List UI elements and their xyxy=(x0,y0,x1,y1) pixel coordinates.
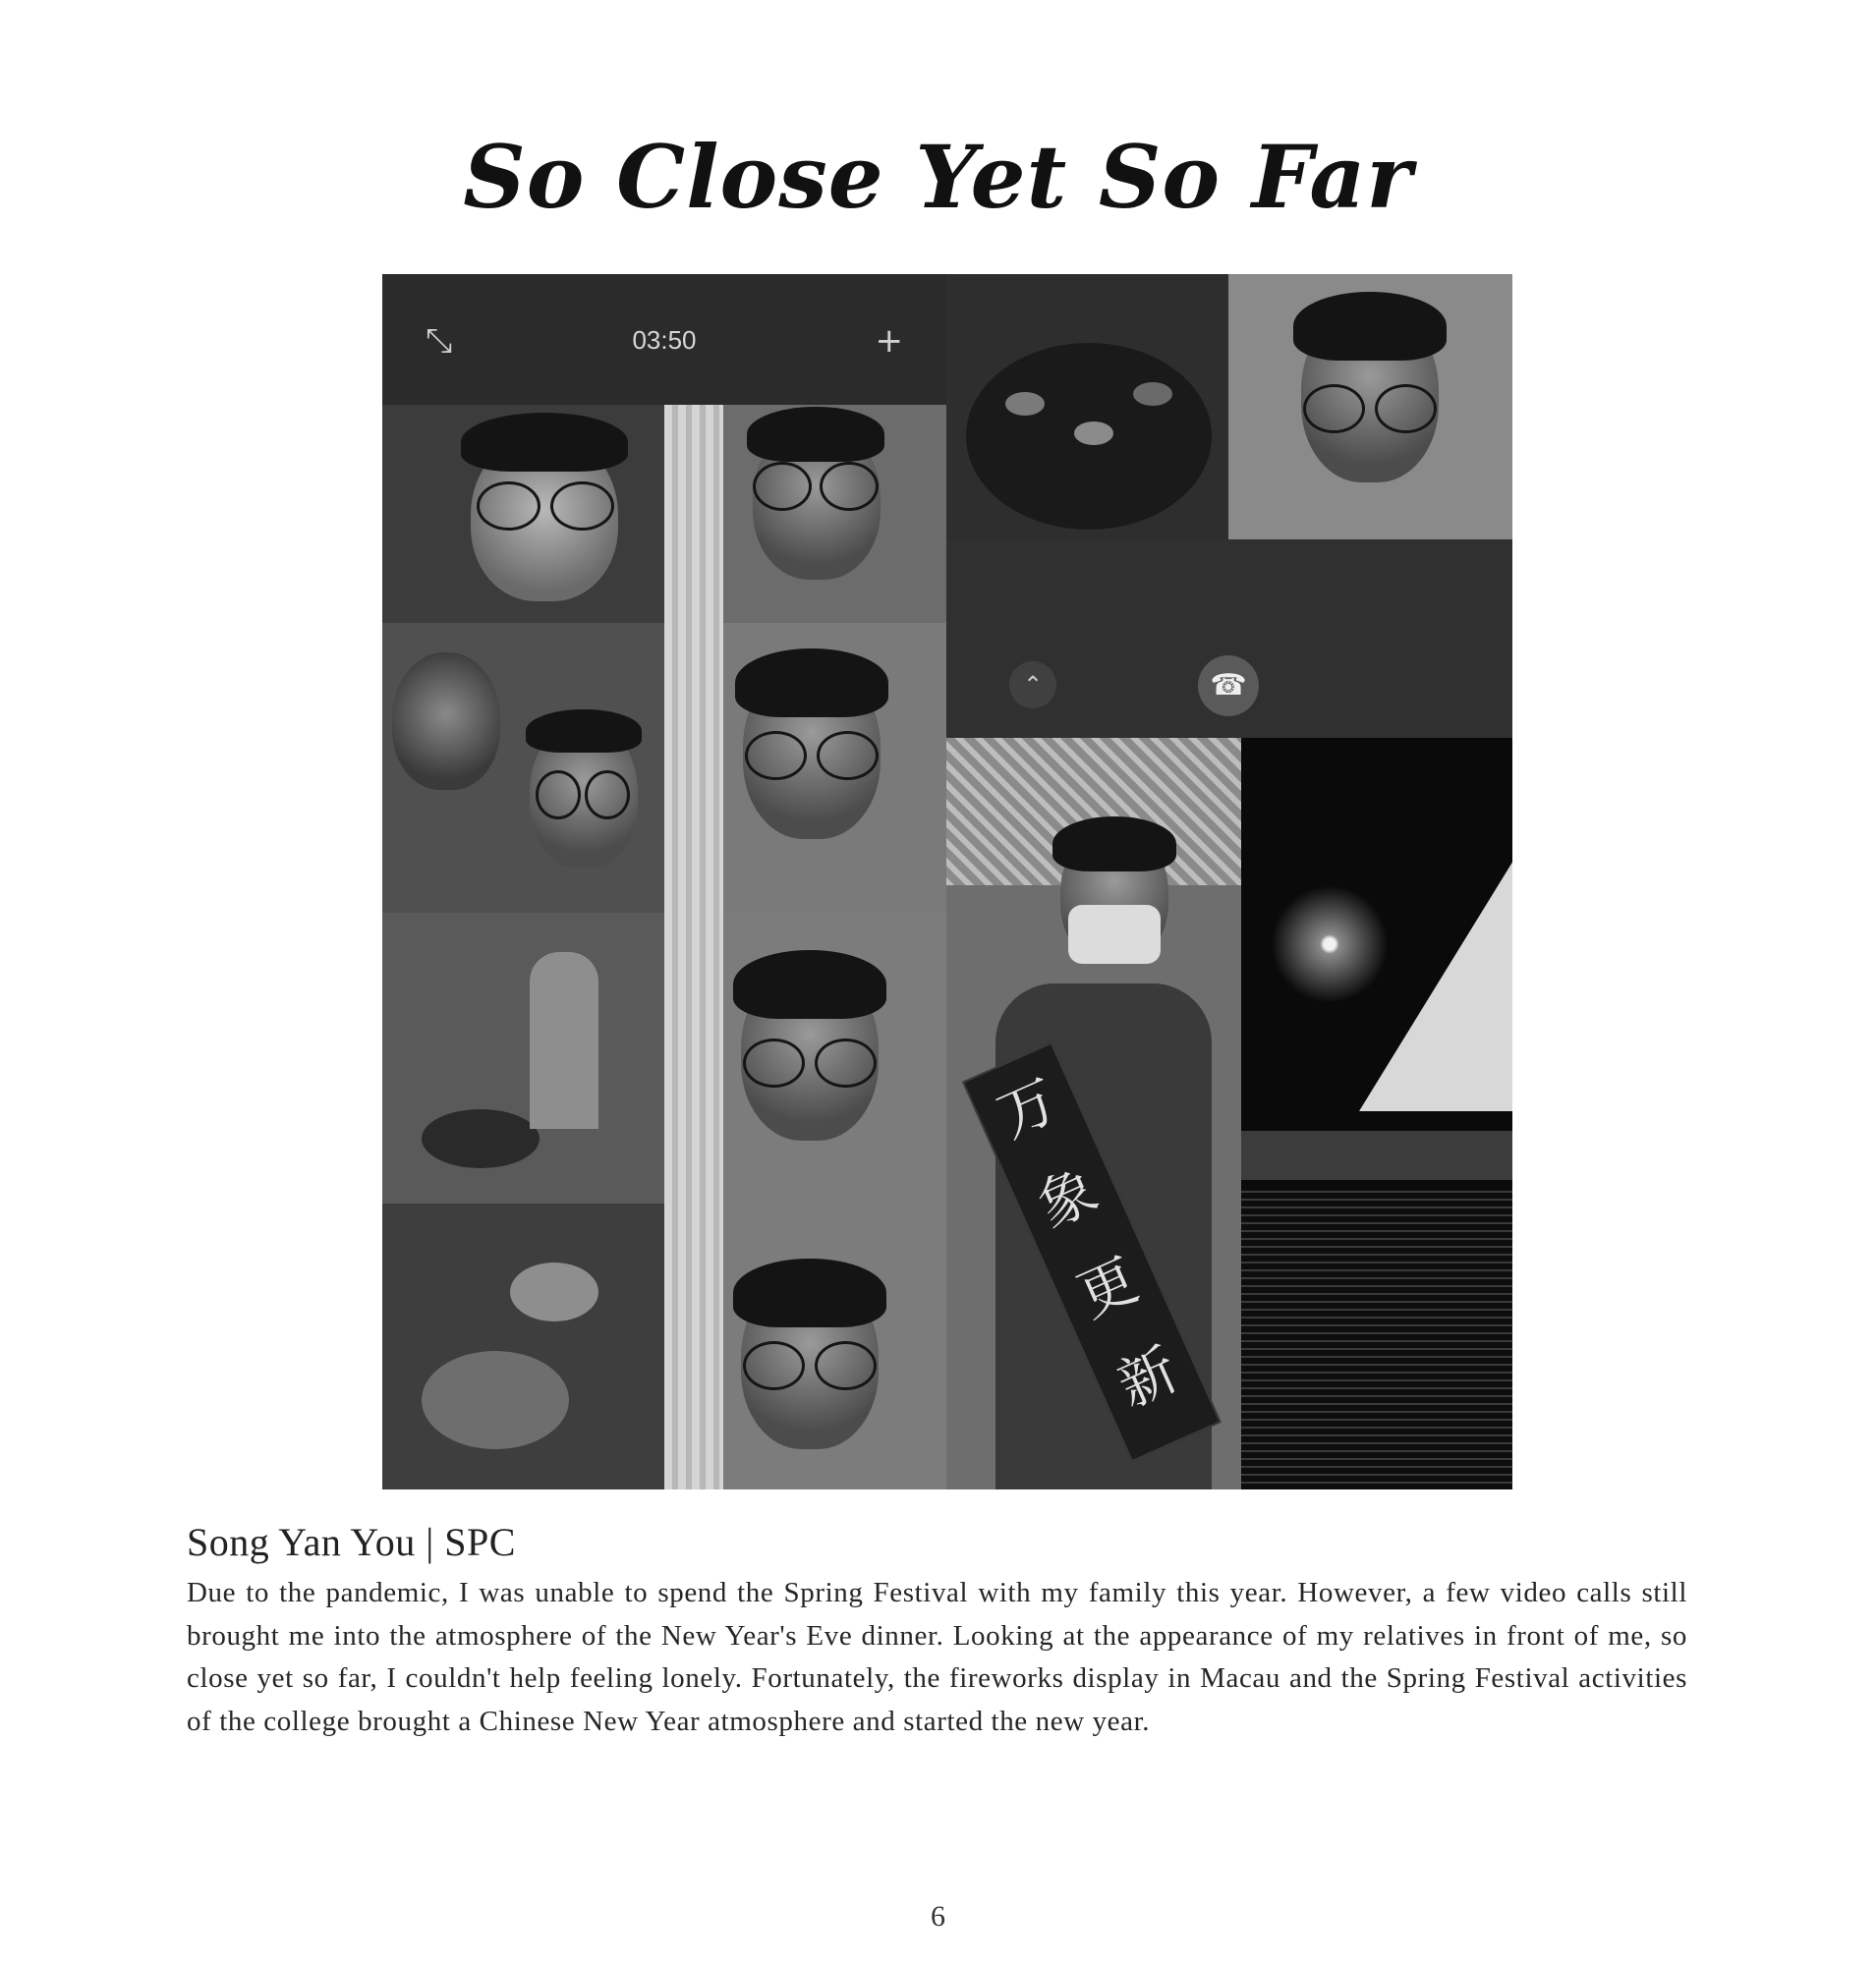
phone-hangup-icon[interactable]: ☎ xyxy=(1198,655,1259,716)
collapse-arrows-icon[interactable]: ⤡ xyxy=(426,321,453,361)
photo-person-with-banner xyxy=(946,738,1241,1489)
video-tile-self-1 xyxy=(664,405,946,623)
video-tile-self-2 xyxy=(664,623,946,913)
video-call-top-bar xyxy=(382,274,946,405)
video-tile-kitchen-1 xyxy=(382,913,664,1204)
article-body: Due to the pandemic, I was unable to spend the Spring Festival with my family this year. However, a few video calls still brought me into the atmosphere of the New Year's Eve dinner. Looking at the appearance of my relatives in front of me, so close yet so far, I couldn't help feeling lonely. Fortunately, the fireworks display in Macau and the Spring Festival activities of the college brought a Chinese New Year atmosphere and started the new year. xyxy=(187,1577,1687,1737)
photo-collage xyxy=(382,274,1512,1489)
author-byline: Song Yan You | SPC xyxy=(187,1520,516,1564)
banner-char: 万 xyxy=(988,1066,1068,1151)
photo-fireworks-macau xyxy=(1241,738,1512,1489)
page-number: 6 xyxy=(931,1900,945,1933)
call-timer: 03:50 xyxy=(632,325,697,355)
video-tile-self-3 xyxy=(664,913,946,1204)
video-tile-kitchen-2 xyxy=(382,1204,664,1489)
video-tile-relatives-2 xyxy=(382,623,664,913)
video-tile-self-5 xyxy=(1228,274,1512,539)
banner-char: 象 xyxy=(1028,1155,1108,1241)
chevron-up-icon[interactable]: ⌃ xyxy=(1009,661,1056,708)
plus-icon[interactable]: + xyxy=(875,321,903,361)
video-tile-dinner-table xyxy=(946,274,1228,539)
banner-char: 更 xyxy=(1067,1246,1148,1330)
banner-char: 新 xyxy=(1108,1335,1188,1421)
video-tile-self-4 xyxy=(664,1204,946,1489)
page-title: So Close Yet So Far xyxy=(463,126,1413,228)
video-tile-relative-1 xyxy=(382,405,664,623)
